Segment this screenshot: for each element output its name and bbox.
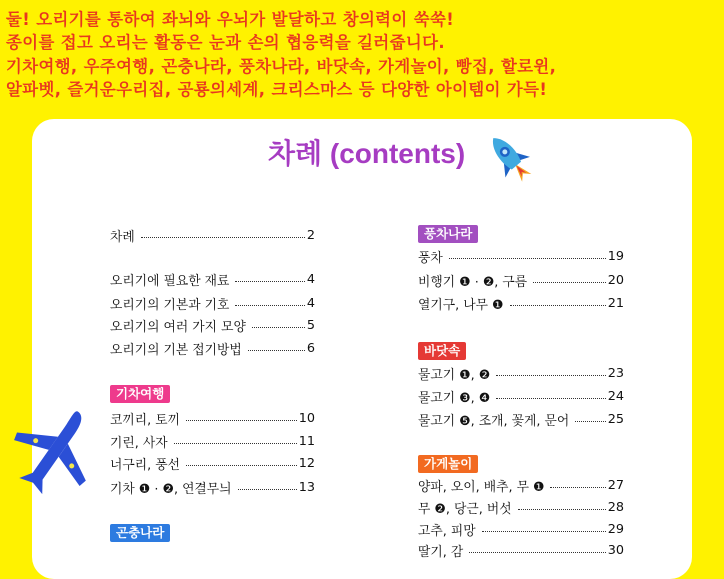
entry-label: 양파, 오이, 배추, 무 ❶ [418,479,545,495]
entry-page: 5 [306,317,315,333]
entry-label: 열기구, 나무 ❶ [418,297,504,313]
leader-dots [496,375,605,376]
entry-label: 기차 ❶ · ❷, 연결무늬 [110,481,232,497]
toc-left-column [110,0,315,549]
entry-page: 28 [607,499,624,515]
entry-page: 24 [607,388,624,404]
leader-dots [575,421,606,422]
toc-entry[interactable] [110,292,315,314]
leader-dots [186,465,297,466]
entry-label: 오리기의 기본 접기방법 [110,342,242,358]
toc-entry[interactable] [110,314,315,336]
entry-page: 13 [298,479,315,495]
toc-entry[interactable] [418,518,624,540]
entry-label: 고추, 피망 [418,523,476,539]
toc-entry[interactable] [418,539,624,561]
entry-page: 27 [607,477,624,493]
entry-label: 너구리, 풍선 [110,457,180,473]
page-title: 차례 (contents) [268,138,466,169]
toc-entry[interactable] [110,268,315,290]
toc-entry[interactable] [110,407,315,429]
toc-entry[interactable] [418,362,624,384]
leader-dots [533,282,606,283]
toc-entry[interactable] [418,408,624,430]
entry-page: 29 [607,521,624,537]
entry-page: 21 [607,295,624,311]
section-badge-insect-land: 곤충나라 [110,524,170,542]
toc-entry[interactable] [110,224,315,246]
intro-line: 기차여행, 우주여행, 곤충나라, 풍차나라, 바닷속, 가게놀이, 빵집, 할로윈, [6,56,557,76]
entry-label: 코끼리, 토끼 [110,412,180,428]
toc-entry[interactable] [418,385,624,407]
entry-page: 2 [306,227,315,243]
entry-page: 20 [607,272,624,288]
entry-page: 12 [298,455,315,471]
intro-line: 둘! 오리기를 통하여 좌뇌와 우뇌가 발달하고 창의력이 쑥쑥! [6,10,455,29]
leader-dots [235,305,304,306]
leader-dots [518,509,606,510]
intro-line: 알파벳, 즐거운우리집, 공룡의세계, 크리스마스 등 다양한 아이템이 가득! [6,80,548,100]
leader-dots [550,487,605,488]
entry-page: 30 [607,542,624,558]
entry-page: 11 [298,433,315,449]
toc-entry[interactable] [110,452,315,474]
section-badge-train-trip: 기차여행 [110,385,170,403]
leader-dots [482,531,606,532]
section-badge-under-the-sea: 바닷속 [418,342,466,360]
toc-right-column [418,0,624,560]
leader-dots [449,258,606,259]
toc-entry[interactable] [418,292,624,314]
entry-label: 물고기 ❶, ❷ [418,367,491,383]
leader-dots [141,237,305,238]
leader-dots [469,552,605,553]
leader-dots [186,420,297,421]
toc-entry[interactable] [110,337,315,359]
toc-entry[interactable] [418,245,624,267]
entry-page: 25 [607,411,624,427]
intro-line: 종이를 접고 오리는 활동은 눈과 손의 협응력을 길러줍니다. [6,33,445,53]
section-badge-store-play: 가게놀이 [418,455,478,473]
entry-page: 10 [298,410,315,426]
leader-dots [252,327,305,328]
entry-label: 비행기 ❶ · ❷, 구름 [418,274,528,290]
entry-label: 기린, 사자 [110,435,168,451]
entry-label: 오리기의 여러 가지 모양 [110,319,246,335]
entry-label: 오리기의 기본과 기호 [110,297,230,313]
toc-entry[interactable] [418,496,624,518]
toc-entry[interactable] [418,269,624,291]
entry-page: 19 [607,248,624,264]
entry-page: 4 [306,271,315,287]
entry-label: 풍차 [418,250,443,266]
toc-entry[interactable] [110,430,315,452]
entry-label: 딸기, 감 [418,544,464,560]
leader-dots [248,350,305,351]
toc-entry[interactable] [418,474,624,496]
section-badge-windmill-land: 풍차나라 [418,225,478,243]
entry-label: 무 ❷, 당근, 버섯 [418,501,512,517]
leader-dots [174,443,297,444]
leader-dots [496,398,605,399]
entry-label: 물고기 ❺, 조개, 꽃게, 문어 [418,413,570,429]
entry-page: 23 [607,365,624,381]
entry-label: 차례 [110,229,135,245]
entry-page: 6 [306,340,315,356]
entry-label: 오리기에 필요한 재료 [110,273,230,289]
airplane-icon [8,402,104,498]
entry-page: 4 [306,295,315,311]
leader-dots [238,489,297,490]
toc-entry[interactable] [110,476,315,498]
leader-dots [235,281,304,282]
leader-dots [510,305,606,306]
entry-label: 물고기 ❸, ❹ [418,390,491,406]
